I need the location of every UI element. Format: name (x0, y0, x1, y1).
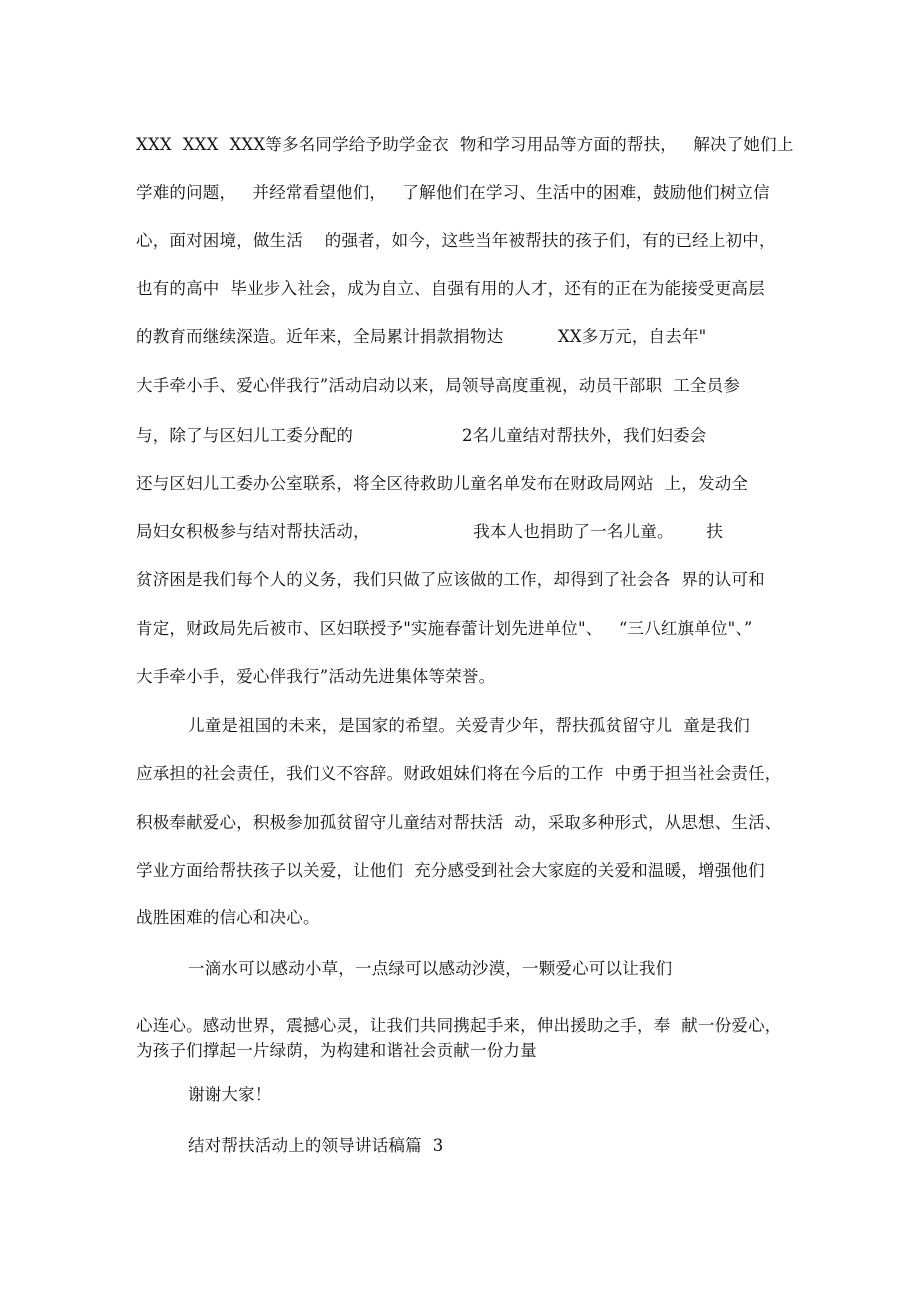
paragraph-1-line-6: 大手牵小手、爱心伴我行”活动启动以来，局领导高度重视，动员干部职 工全员参 (136, 376, 741, 395)
paragraph-1-line-7: 与，除了与区妇儿工委分配的 2名儿童结对帮扶外，我们妇委会 (136, 426, 707, 445)
paragraph-1-line-1: XXX XXX XXX等多名同学给予助学金衣 物和学习用品等方面的帮扶， 解决了她们上 (136, 135, 794, 154)
paragraph-2-line-3: 积极奉献爱心，积极参加孤贫留守儿童结对帮扶活 动，采取多种形式，从思想、生活、 (136, 813, 782, 832)
next-section-heading: 结对帮扶活动上的领导讲话稿篇 3 (188, 1136, 444, 1155)
paragraph-1-line-10: 贫济困是我们每个人的义务，我们只做了应该做的工作，却得到了社会各 界的认可和 (136, 570, 765, 589)
paragraph-3-line-1: 一滴水可以感动小草，一点绿可以感动沙漠，一颗爱心可以让我们 (188, 959, 673, 978)
paragraph-3-line-3: 为孩子们撑起一片绿荫，为构建和谐社会贡献一份力量 (136, 1041, 537, 1060)
paragraph-1-line-4: 也有的高中 毕业步入社会，成为自立、自强有用的人才，还有的正在为能接受更高层 (136, 279, 765, 298)
paragraph-1-line-11: 肯定，财政局先后被市、区妇联授予"实施春蕾计划先进单位"、 “三八红旗单位"、” (136, 619, 753, 638)
paragraph-2-line-5: 战胜困难的信心和决心。 (136, 908, 320, 927)
closing-thanks: 谢谢大家！ (188, 1085, 272, 1104)
paragraph-1-line-9: 局妇女积极参与结对帮扶活动， 我本人也捐助了一名儿童。 扶 (136, 522, 724, 541)
paragraph-2-line-4: 学业方面给帮扶孩子以关爱，让他们 充分感受到社会大家庭的关爱和温暖，增强他们 (136, 861, 765, 880)
paragraph-1-line-3: 心，面对困境，做生活 的强者，如今，这些当年被帮扶的孩子们，有的已经上初中， (136, 231, 776, 250)
paragraph-3-line-2: 心连心。感动世界，震撼心灵，让我们共同携起手来，伸出援助之手，奉 献一份爱心， (136, 1016, 782, 1035)
paragraph-1-line-5: 的教育而继续深造。近年来，全局累计捐款捐物达 XX多万元，自去年" (136, 327, 707, 346)
paragraph-1-line-2: 学难的问题， 并经常看望他们， 了解他们在学习、生活中的困难，鼓励他们树立信 (136, 183, 770, 202)
paragraph-1-line-8: 还与区妇儿工委办公室联系，将全区待救助儿童名单发布在财政局网站 上，发动全 (136, 474, 749, 493)
paragraph-2-line-1: 儿童是祖国的未来，是国家的希望。关爱青少年，帮扶孤贫留守儿 童是我们 (188, 716, 750, 735)
paragraph-2-line-2: 应承担的社会责任，我们义不容辞。财政姐妹们将在今后的工作 中勇于担当社会责任， (136, 764, 782, 783)
paragraph-1-line-12: 大手牵小手，爱心伴我行”活动先进集体等荣誉。 (136, 667, 496, 686)
